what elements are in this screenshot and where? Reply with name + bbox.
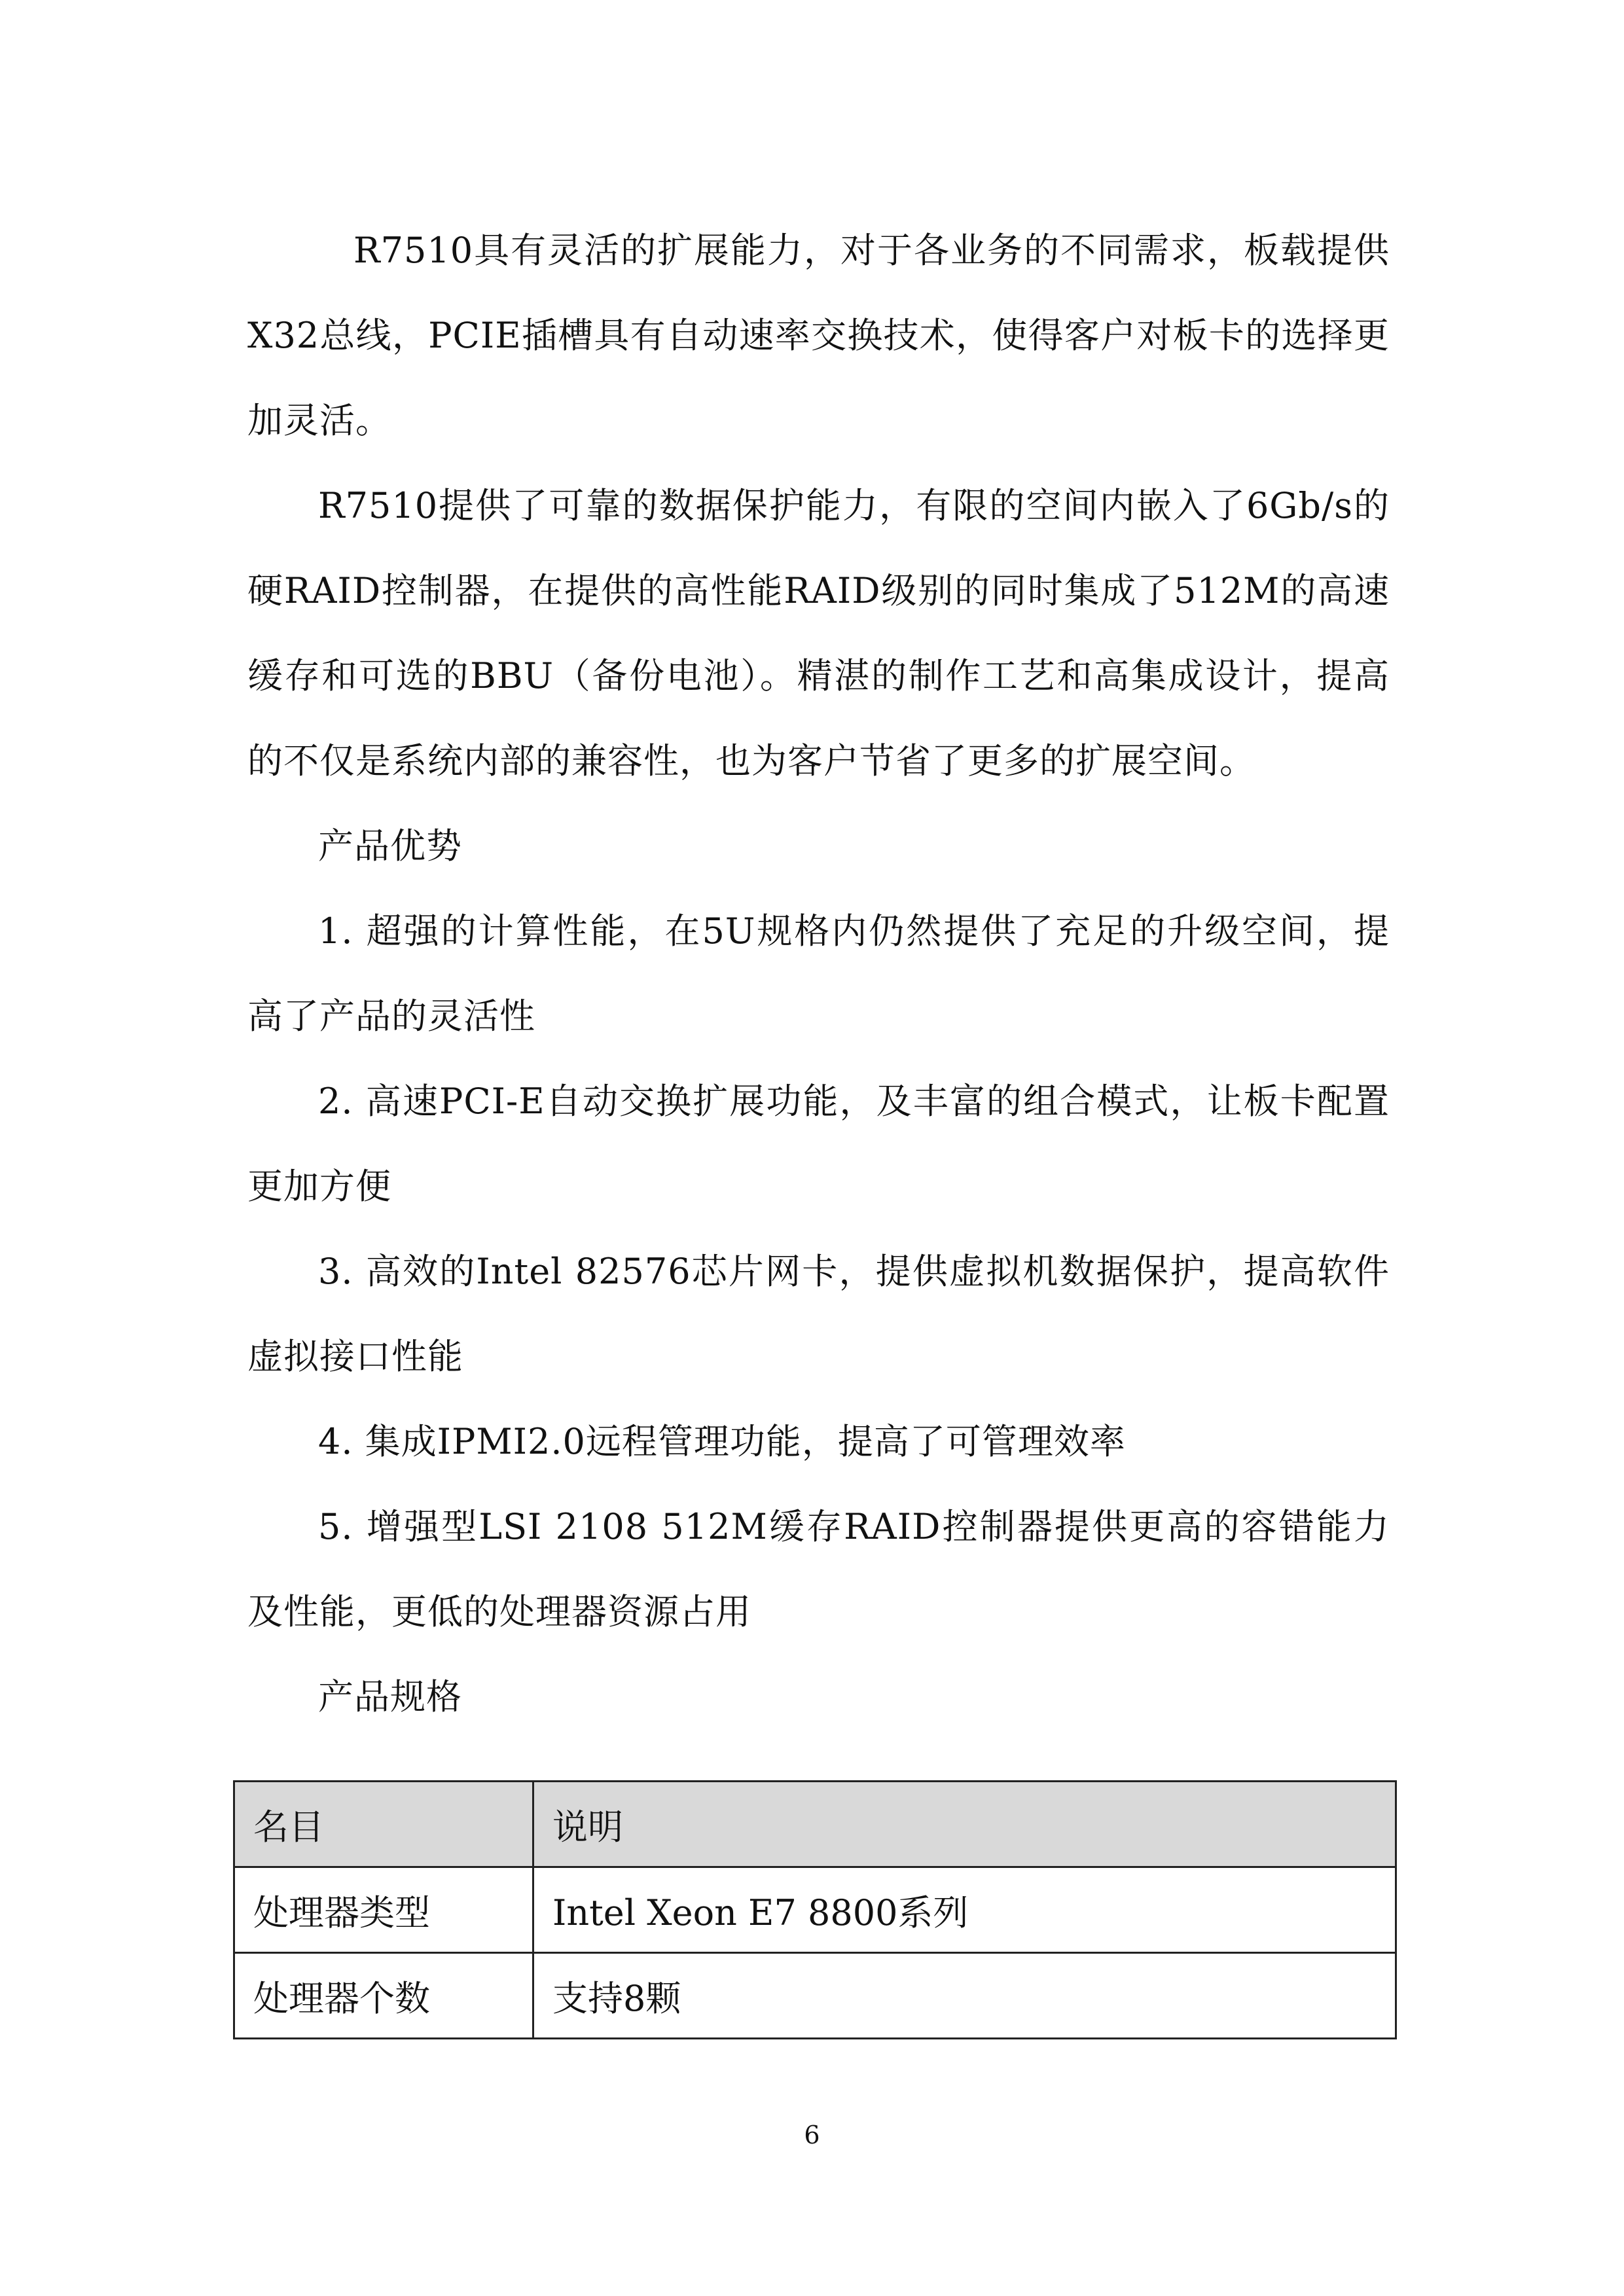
advantage-item: 4. 集成IPMI2.0远程管理功能，提高了可管理效率: [318, 1421, 1126, 1462]
advantage-item: 3. 高效的Intel 82576芯片网卡，提供虚拟机数据保护，提高软件虚拟接口性能: [247, 1251, 1390, 1377]
spec-name-cell: 处理器类型: [234, 1867, 533, 1953]
header-cell-item: 名目: [234, 1782, 533, 1867]
advantage-item: 1. 超强的计算性能，在5U规格内仍然提供了充足的升级空间，提高了产品的灵活性: [247, 910, 1390, 1037]
spec-value-cell: 支持8颗: [533, 1953, 1396, 2039]
specs-heading: 产品规格: [318, 1676, 462, 1717]
paragraph-expansion: R7510具有灵活的扩展能力，对于各业务的不同需求，板载提供 X32总线，PCIE插槽具有自动速率交换技术，使得客户对板卡的选择更加灵活。: [247, 230, 1390, 441]
body-text: [247, 208, 1390, 1740]
header-cell-description: 说明: [533, 1782, 1396, 1867]
spec-name-cell: 处理器个数: [234, 1953, 533, 2039]
spec-table-header: [234, 1782, 1396, 1867]
advantages-heading: 产品优势: [318, 825, 462, 867]
spec-table: [233, 1780, 1397, 2039]
table-row: [234, 1953, 1396, 2039]
spec-value-cell: Intel Xeon E7 8800系列: [533, 1867, 1396, 1953]
paragraph-data-protection: R7510提供了可靠的数据保护能力，有限的空间内嵌入了6Gb/s的硬RAID控制器，在提供的高性能RAID级别的同时集成了512M的高速缓存和可选的BBU（备份电池）。精湛的制作工艺和高集成设计，提高的不仅是系统内部的兼容性，也为客户节省了更多的扩展空间。: [247, 485, 1390, 781]
table-row: [234, 1867, 1396, 1953]
advantage-item: 2. 高速PCI-E自动交换扩展功能，及丰富的组合模式，让板卡配置更加方便: [247, 1081, 1390, 1207]
page-number: 6: [804, 2121, 820, 2149]
advantage-item: 5. 增强型LSI 2108 512M缓存RAID控制器提供更高的容错能力及性能，更低的处理器资源占用: [247, 1506, 1390, 1632]
